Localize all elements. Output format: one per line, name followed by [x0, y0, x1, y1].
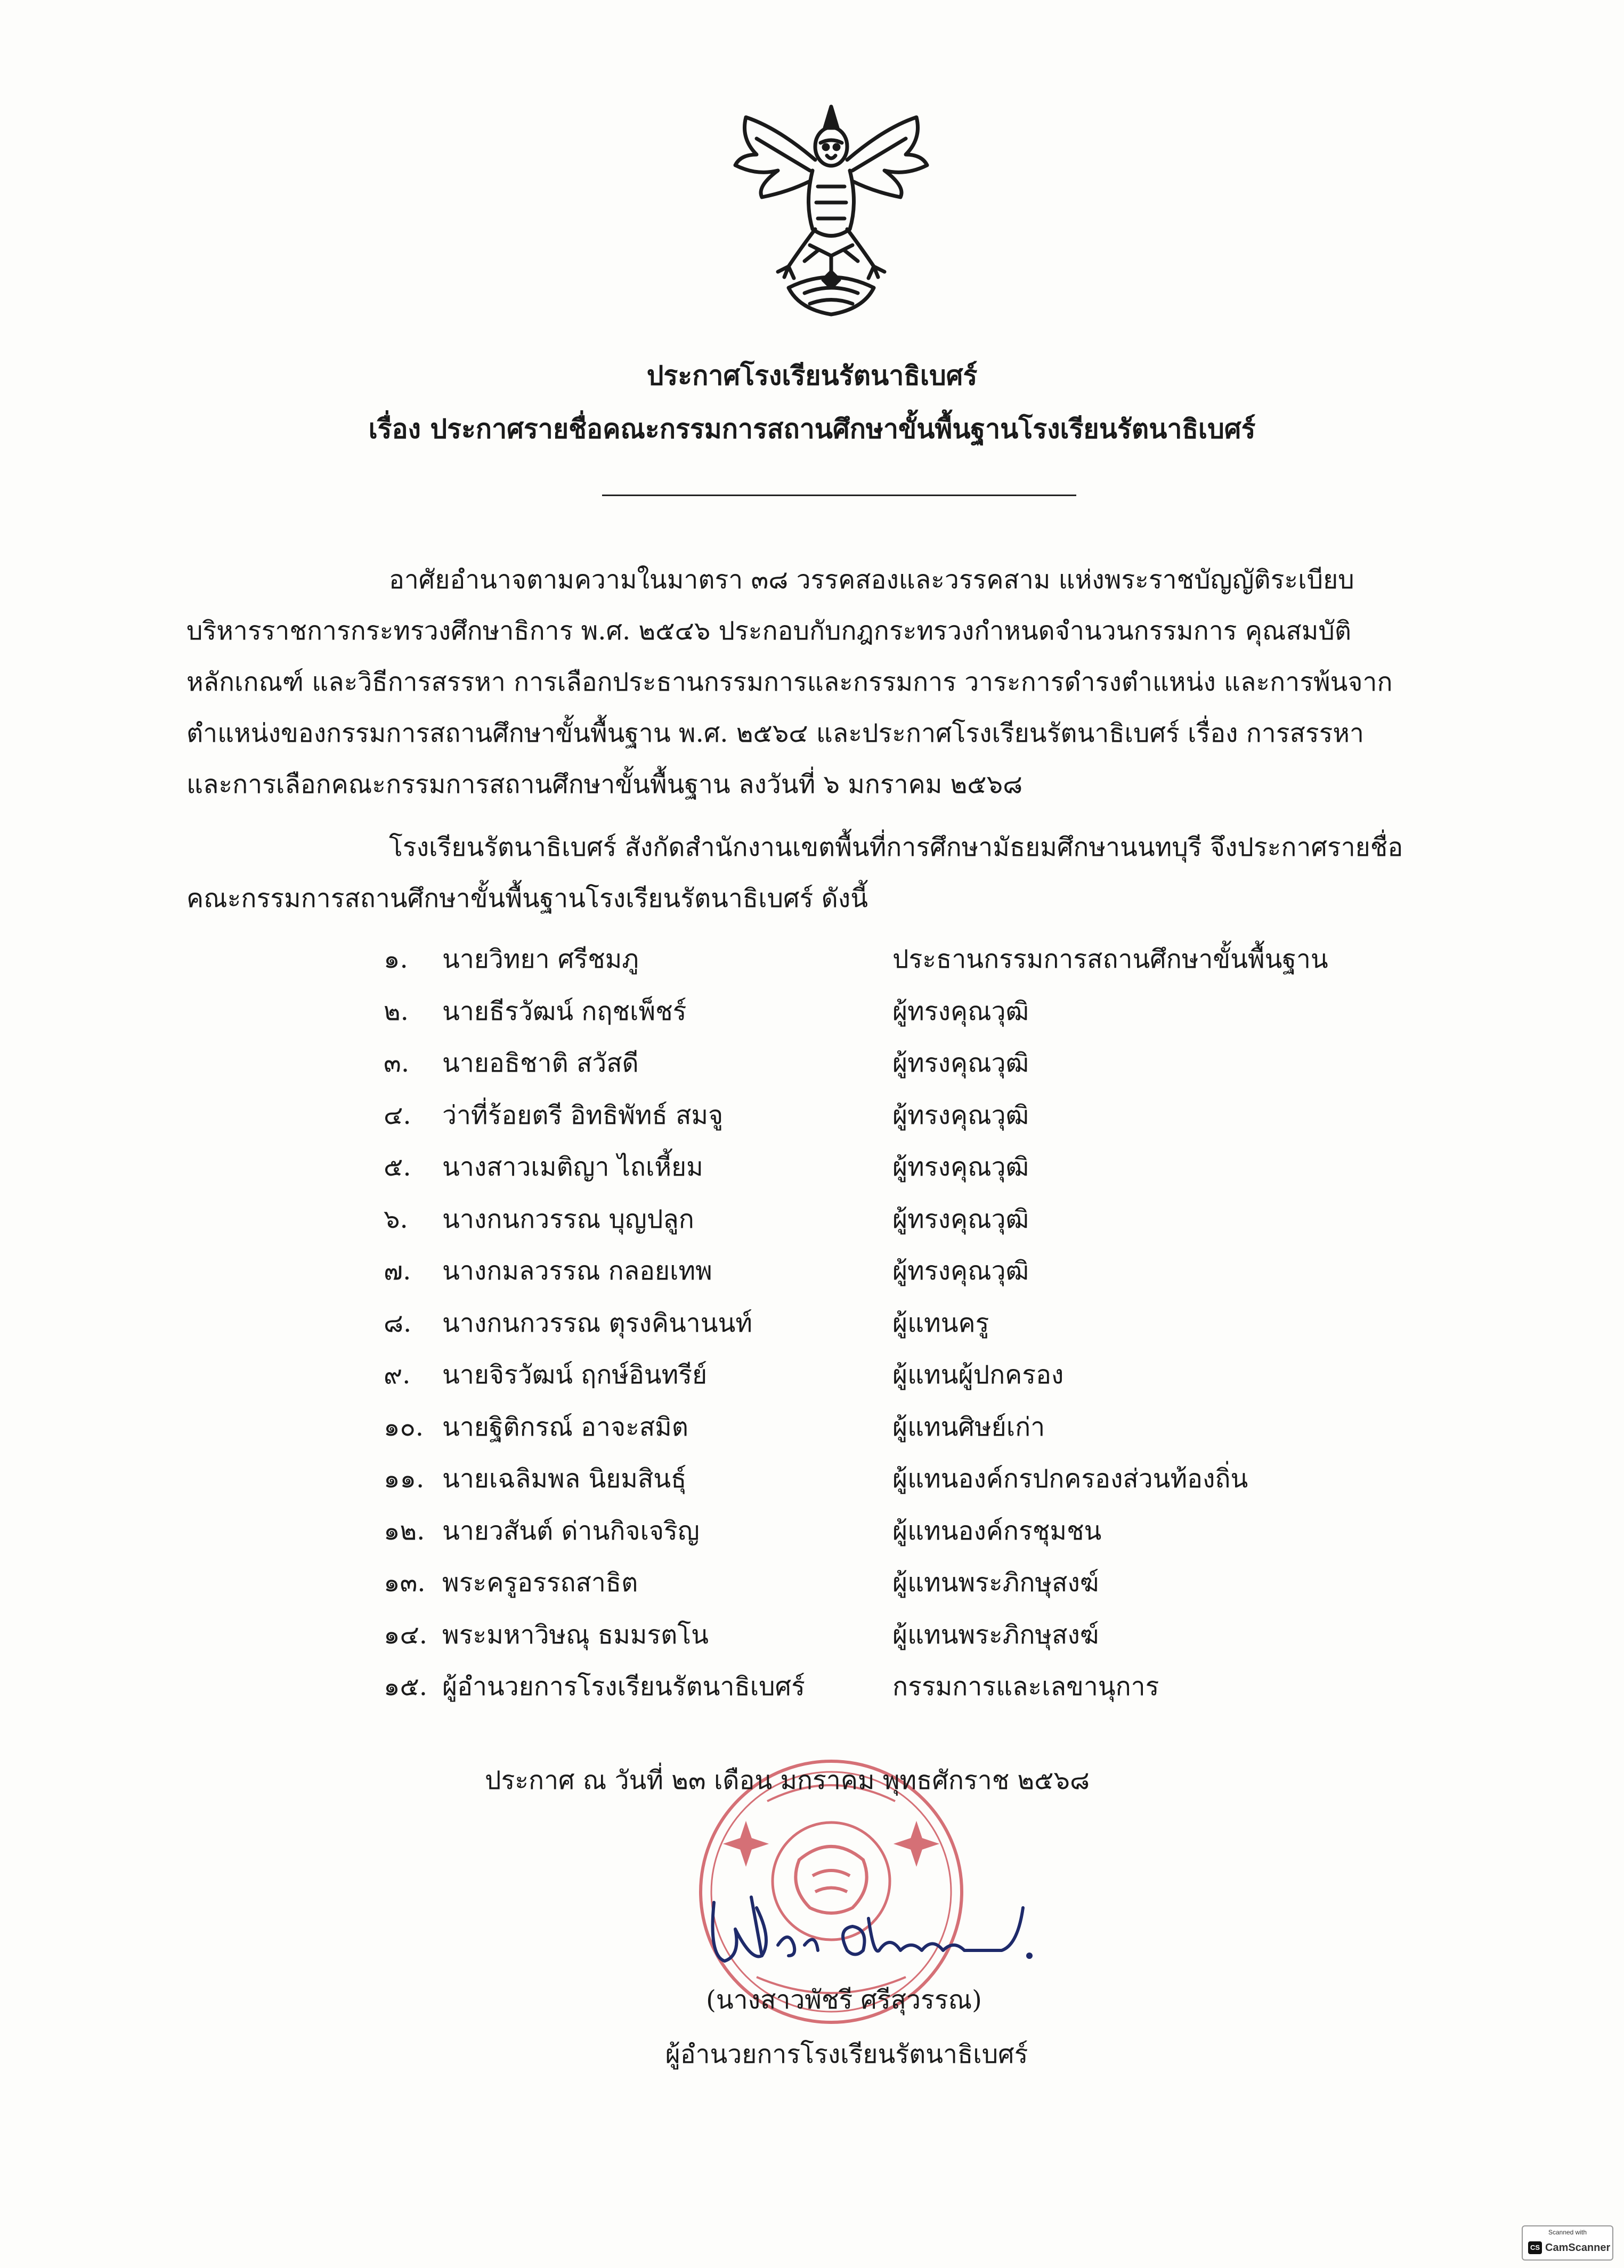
member-name: นายวสันต์ ด่านกิจเจริญ [442, 1516, 700, 1546]
member-number: ๓. [384, 1048, 410, 1078]
member-number: ๙. [384, 1360, 411, 1390]
member-name: ว่าที่ร้อยตรี อิทธิพัทธ์ สมจู [442, 1100, 724, 1130]
member-number: ๘. [384, 1308, 412, 1338]
member-role: ประธานกรรมการสถานศึกษาขั้นพื้นฐาน [892, 944, 1328, 974]
member-name: พระครูอรรถสาธิต [442, 1568, 638, 1598]
member-role: ผู้ทรงคุณวุฒิ [892, 996, 1029, 1026]
member-number: ๒. [384, 996, 409, 1026]
paragraph-line: โรงเรียนรัตนาธิเบศร์ สังกัดสำนักงานเขตพื้นที่การศึกษามัธยมศึกษานนทบุรี จึงประกาศรายชื่อ [389, 832, 1403, 862]
member-name: นายธีรวัฒน์ กฤชเพ็ชร์ [442, 996, 687, 1026]
paragraph-line: บริหารราชการกระทรวงศึกษาธิการ พ.ศ. ๒๕๔๖ ประกอบกับกฎกระทรวงกำหนดจำนวนกรรมการ คุณสมบัติ [186, 616, 1352, 646]
member-number: ๕. [384, 1152, 411, 1182]
member-role: ผู้ทรงคุณวุฒิ [892, 1152, 1029, 1182]
member-number: ๑๒. [384, 1516, 425, 1546]
list-item [384, 986, 1503, 1038]
member-role: ผู้ทรงคุณวุฒิ [892, 1048, 1029, 1078]
signer-name: (นางสาวพัชรี ศรีสุวรรณ) [706, 1985, 982, 2015]
list-item [384, 1661, 1503, 1713]
list-item [384, 1609, 1503, 1662]
member-name: ผู้อำนวยการโรงเรียนรัตนาธิเบศร์ [442, 1672, 805, 1702]
paragraph-authority [186, 554, 1497, 810]
member-number: ๔. [384, 1100, 411, 1130]
member-name: นางสาวเมติญา ไถเหี้ยม [442, 1152, 703, 1182]
member-number: ๑๔. [384, 1619, 428, 1650]
list-item [384, 1298, 1503, 1350]
member-role: ผู้แทนพระภิกษุสงฆ์ [892, 1568, 1099, 1598]
member-name: นางกนกวรรณ บุญปลูก [442, 1204, 694, 1234]
committee-member-list [384, 934, 1503, 1713]
member-role: กรรมการและเลขานุการ [892, 1672, 1159, 1702]
signer-title: ผู้อำนวยการโรงเรียนรัตนาธิเบศร์ [665, 2039, 1028, 2069]
list-item [384, 1349, 1503, 1402]
list-item [384, 1090, 1503, 1142]
list-item [384, 1557, 1503, 1609]
list-item [384, 1141, 1503, 1194]
list-item [384, 1038, 1503, 1090]
member-role: ผู้แทนพระภิกษุสงฆ์ [892, 1619, 1099, 1650]
member-number: ๖. [384, 1204, 408, 1234]
member-name: นายฐิติกรณ์ อาจะสมิต [442, 1412, 688, 1442]
member-number: ๗. [384, 1256, 411, 1286]
member-name: นายเฉลิมพล นิยมสินธุ์ [442, 1464, 687, 1494]
member-number: ๑. [384, 944, 408, 974]
member-role: ผู้ทรงคุณวุฒิ [892, 1100, 1029, 1130]
list-item [384, 1505, 1503, 1558]
paragraph-line: ตำแหน่งของกรรมการสถานศึกษาขั้นพื้นฐาน พ.ศ. ๒๕๖๔ และประกาศโรงเรียนรัตนาธิเบศร์ เรื่อง การสรรหา [186, 718, 1364, 748]
camscanner-label: CamScanner [1545, 2242, 1611, 2254]
member-name: นางกนกวรรณ ตุรงคินานนท์ [442, 1308, 752, 1338]
paragraph-line: คณะกรรมการสถานศึกษาขั้นพื้นฐานโรงเรียนรัตนาธิเบศร์ ดังนี้ [186, 884, 868, 913]
list-item [384, 1402, 1503, 1454]
paragraph-announcement [186, 822, 1497, 924]
title-divider [602, 495, 1076, 496]
garuda-emblem-icon [725, 96, 938, 330]
member-role: ผู้แทนศิษย์เก่า [892, 1412, 1045, 1442]
camscanner-badge [1522, 2225, 1613, 2261]
member-number: ๑๐. [384, 1412, 424, 1442]
list-item [384, 1194, 1503, 1246]
list-item [384, 934, 1503, 986]
member-number: ๑๑. [384, 1464, 425, 1494]
member-role: ผู้แทนองค์กรปกครองส่วนท้องถิ่น [892, 1464, 1248, 1494]
member-role: ผู้ทรงคุณวุฒิ [892, 1204, 1029, 1234]
member-role: ผู้แทนองค์กรชุมชน [892, 1516, 1102, 1546]
member-number: ๑๕. [384, 1672, 428, 1702]
paragraph-line: หลักเกณฑ์ และวิธีการสรรหา การเลือกประธานกรรมการและกรรมการ วาระการดำรงตำแหน่ง และการพ้นจาก [186, 667, 1393, 697]
paragraph-line: อาศัยอำนาจตามความในมาตรา ๓๘ วรรคสองและวรรคสาม แห่งพระราชบัญญัติระเบียบ [389, 565, 1354, 595]
handwritten-signature-icon [703, 1876, 1034, 1982]
member-name: พระมหาวิษณุ ธมมรตโน [442, 1619, 709, 1650]
list-item [384, 1453, 1503, 1505]
announcement-title: ประกาศโรงเรียนรัตนาธิเบศร์ [646, 360, 978, 391]
list-item [384, 1245, 1503, 1298]
member-number: ๑๓. [384, 1568, 426, 1598]
paragraph-line: และการเลือกคณะกรรมการสถานศึกษาขั้นพื้นฐาน ลงวันที่ ๖ มกราคม ๒๕๖๘ [186, 770, 1023, 799]
member-role: ผู้ทรงคุณวุฒิ [892, 1256, 1029, 1286]
member-name: นายอธิชาติ สวัสดี [442, 1048, 639, 1078]
announcement-date: ประกาศ ณ วันที่ ๒๓ เดือน มกราคม พุทธศักราช ๒๕๖๘ [485, 1765, 1090, 1795]
member-name: นายวิทยา ศรีชมภู [442, 944, 639, 974]
scanned-with-label: Scanned with [1548, 2229, 1587, 2236]
member-role: ผู้แทนครู [892, 1308, 989, 1338]
camscanner-logo-icon: CS [1528, 2241, 1542, 2254]
member-name: นางกมลวรรณ กลอยเทพ [442, 1256, 712, 1286]
member-name: นายจิรวัฒน์ ฤกษ์อินทรีย์ [442, 1360, 708, 1390]
announcement-subject: เรื่อง ประกาศรายชื่อคณะกรรมการสถานศึกษาขั้นพื้นฐานโรงเรียนรัตนาธิเบศร์ [368, 413, 1256, 444]
member-role: ผู้แทนผู้ปกครอง [892, 1360, 1064, 1390]
